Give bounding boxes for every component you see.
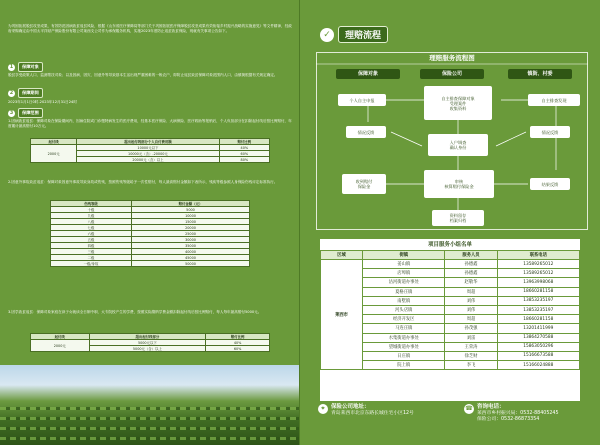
table-cell: 40% bbox=[219, 145, 269, 151]
phone-block bbox=[464, 404, 559, 423]
table-cell: 40000 bbox=[131, 249, 249, 255]
table-cell: 10000元以下 bbox=[77, 145, 219, 151]
phone-cell: 15166024888 bbox=[497, 361, 579, 370]
staff-cell: 刘伟 bbox=[445, 305, 497, 314]
flow-step-apply: 个人自主申报 bbox=[338, 94, 386, 106]
phone-cell: 13963998068 bbox=[497, 278, 579, 287]
phone-cell: 13201411999 bbox=[497, 324, 579, 333]
staff-cell: 刘雷 bbox=[445, 333, 497, 342]
flow-step-check: 自主排查保障对象 受理案件 收集资料 bbox=[424, 86, 492, 120]
table-cell: 七级 bbox=[51, 225, 132, 231]
town-cell: 河头店镇 bbox=[363, 305, 445, 314]
table-cell: 20000元（含）以上 bbox=[77, 157, 219, 163]
staff-cell: 孙茂强 bbox=[445, 324, 497, 333]
table-cell: 六级 bbox=[51, 231, 132, 237]
flow-step-feedback: 情况反馈 bbox=[346, 126, 386, 138]
table-cell: 5000元以下 bbox=[89, 340, 206, 346]
phone-cell: 13853235197 bbox=[497, 296, 579, 305]
col-header: 区域 bbox=[321, 251, 363, 260]
flowchart-title: 理赔服务流程图 bbox=[429, 54, 475, 62]
table-cell: 30000 bbox=[131, 237, 249, 243]
table-cell: 60% bbox=[206, 346, 270, 352]
table-cell: 10000 bbox=[131, 213, 249, 219]
town-cell: 水集街道办事处 bbox=[363, 333, 445, 342]
table-cell: 80% bbox=[219, 157, 269, 163]
table-cell: 5000元（含）以上 bbox=[89, 346, 206, 352]
col-header: 起付线 bbox=[31, 334, 90, 340]
col-header: 伤残等级 bbox=[51, 201, 132, 207]
town-cell: 日庄镇 bbox=[363, 351, 445, 360]
column-header: 镇街、村委 bbox=[508, 69, 572, 79]
table-cell: 10000元（含）-20000元 bbox=[77, 151, 219, 157]
table-cell: 5000 bbox=[131, 207, 249, 213]
table-cell: 八级 bbox=[51, 219, 132, 225]
staff-cell: 李飞 bbox=[445, 361, 497, 370]
education-table bbox=[30, 333, 270, 352]
service-team-table bbox=[320, 250, 580, 370]
section-title: 保障期间 bbox=[18, 88, 43, 98]
staff-cell: 徐芝财 bbox=[445, 351, 497, 360]
table-cell: 35000 bbox=[131, 243, 249, 249]
table-cell: 三级 bbox=[51, 249, 132, 255]
column-header: 保障对象 bbox=[336, 69, 400, 79]
address-block bbox=[318, 404, 414, 417]
check-icon: ✓ bbox=[320, 28, 334, 42]
location-pin-icon: ⌖ bbox=[318, 404, 328, 414]
flow-step-self-find: 自主排查发现 bbox=[528, 94, 580, 106]
farm-field-photo bbox=[0, 365, 300, 445]
injury-table bbox=[50, 200, 250, 267]
area-cell: 莱西市 bbox=[321, 260, 363, 370]
staff-cell: 赵敬华 bbox=[445, 278, 497, 287]
team-title: 项目服务小组名单 bbox=[427, 242, 472, 248]
col-header: 服务人员 bbox=[445, 251, 497, 260]
section-title: 保障对象 bbox=[18, 62, 43, 72]
flow-step-archive: 资料留存 档案归档 bbox=[432, 210, 484, 226]
table-cell: 15000 bbox=[131, 219, 249, 225]
flow-step-survey: 入户调查 确认身份 bbox=[428, 134, 488, 156]
staff-cell: 孙德鑫 bbox=[445, 269, 497, 278]
section-targets bbox=[8, 62, 43, 72]
staff-cell: 刘伟 bbox=[445, 296, 497, 305]
town-cell: 马连庄镇 bbox=[363, 324, 445, 333]
section-period bbox=[8, 88, 43, 98]
col-header: 超出起付线部分 bbox=[89, 334, 206, 340]
table-cell: 25000 bbox=[131, 231, 249, 237]
phone-cell: 13589265012 bbox=[497, 269, 579, 278]
phone-cell: 18660281158 bbox=[497, 315, 579, 324]
town-cell: 夏格庄镇 bbox=[363, 287, 445, 296]
process-title: 理赔流程 bbox=[338, 26, 388, 43]
flow-step-result: 结果反馈 bbox=[530, 178, 570, 190]
town-cell: 经济开发区 bbox=[363, 315, 445, 324]
col-header: 联系电话 bbox=[497, 251, 579, 260]
col-header: 赔付比例 bbox=[219, 139, 269, 145]
phone-label: 咨询电话： bbox=[477, 404, 505, 410]
town-cell: 南墅镇 bbox=[363, 296, 445, 305]
table-row bbox=[321, 260, 580, 269]
col-header: 街镇 bbox=[363, 251, 445, 260]
scope-item-3: 3.因学致贫返贫：保障对象家庭在读子女就读全日制中职、大专院校产生的学费，按照实际缴纳学费金额扣除起付线后按比例赔付，每人每年最高赔付5000元。 bbox=[8, 310, 262, 314]
phone-cell: 18660281158 bbox=[497, 287, 579, 296]
section-number-icon: 2 bbox=[9, 89, 14, 96]
col-header: 赔付比例 bbox=[206, 334, 270, 340]
col-header: 超出起付线部分个人自付费用额 bbox=[77, 139, 219, 145]
table-cell: 50000 bbox=[131, 261, 249, 267]
table-cell: 九级 bbox=[51, 213, 132, 219]
scope-item-1: 1.因病致贫返贫：保障对象在保险期间内，因病住院或门诊慢特病发生的医疗费用，经基本医疗保险、大病保险、医疗救助等报销后，个人负担部分在扣除起付线后按比例赔付，年度累计最高赔付10万元。 bbox=[8, 119, 292, 128]
table-cell: 五级 bbox=[51, 237, 132, 243]
column-header: 保险公司 bbox=[420, 69, 484, 79]
col-header: 起付线 bbox=[31, 139, 77, 145]
illness-table bbox=[30, 138, 270, 163]
table-cell: 十级 bbox=[51, 207, 132, 213]
table-cell: 四级 bbox=[51, 243, 132, 249]
staff-cell: 王荣涛 bbox=[445, 342, 497, 351]
threshold-cell: 2000元 bbox=[31, 340, 90, 352]
right-panel bbox=[300, 0, 600, 445]
section-scope bbox=[8, 108, 43, 118]
staff-cell: 孙德鑫 bbox=[445, 260, 497, 269]
targets-text: 脱贫享受政策人口、监测帮扶对象；以及因病、因灾、因意外等导致基本生活出现严重困难的一般农户，即防止返贫致贫保障对象范围内人口，由镇街根据有关规定确定。 bbox=[8, 73, 278, 77]
table-cell: 40% bbox=[206, 340, 270, 346]
table-cell: 45000 bbox=[131, 255, 249, 261]
section-number-icon: 1 bbox=[9, 63, 14, 70]
phone-cell: 13853235197 bbox=[497, 305, 579, 314]
col-header: 赔付金额（元） bbox=[131, 201, 249, 207]
flow-step-review: 审核 核算赔付保险金 bbox=[424, 170, 494, 198]
process-header bbox=[320, 26, 388, 43]
intro-text: 为巩固拓展脱贫攻坚成果，有效防范因病致贫返贫风险，根据《山东省医疗保障局等部门关于巩固拓展医疗保障脱贫攻坚成果有效衔接乡村振兴战略的实施意见》等文件精神，经政府采购确定由中国太平洋财产保险股份有限公司莱西支公司作为承保服务机构，实施2023年度防止返贫致贫保险，现就有关事项公告如下。 bbox=[8, 24, 292, 33]
town-cell: 姜山镇 bbox=[363, 260, 445, 269]
phone-cell: 13589265012 bbox=[497, 260, 579, 269]
phone-cell: 15166673588 bbox=[497, 351, 579, 360]
table-cell: 二级 bbox=[51, 255, 132, 261]
phone-cell: 13864270588 bbox=[497, 333, 579, 342]
phone-icon: ☎ bbox=[465, 405, 473, 412]
team-rows bbox=[321, 260, 580, 370]
period-text: 2023年1月1日0时-2023年12月31日24时 bbox=[8, 100, 77, 104]
threshold-cell: 2000元 bbox=[31, 145, 77, 163]
address-label: 保险公司地址： bbox=[331, 404, 370, 410]
section-number-icon: 3 bbox=[9, 109, 14, 116]
section-title: 保障范围 bbox=[18, 108, 43, 118]
town-cell: 店埠镇 bbox=[363, 269, 445, 278]
table-cell: 60% bbox=[219, 151, 269, 157]
staff-cell: 周超 bbox=[445, 315, 497, 324]
table-cell: 20000 bbox=[131, 225, 249, 231]
phone-cell: 15863050296 bbox=[497, 342, 579, 351]
table-cell: 一级/身故 bbox=[51, 261, 132, 267]
phone-line: 保险公司：0532-86873354 bbox=[477, 417, 540, 422]
town-cell: 沽河街道办事处 bbox=[363, 278, 445, 287]
scope-item-2: 2.因意外事故致贫返贫：保障对象因意外事故导致身故或伤残，按照伤残等级给予一次性赔付，每人最高赔付金额如下表所示，残疾等级参照人身保险伤残评定标准执行。 bbox=[8, 180, 278, 184]
address-value: 青岛莱西市北京东路长城住宅小区12号 bbox=[331, 411, 414, 416]
town-cell: 望城街道办事处 bbox=[363, 342, 445, 351]
flow-step-feedback: 情况反馈 bbox=[530, 126, 570, 138]
flow-step-receive: 收到赔付 保险金 bbox=[342, 174, 386, 194]
staff-cell: 周超 bbox=[445, 287, 497, 296]
phone-line: 莱西市乡村振兴局：0532-88405245 bbox=[477, 411, 559, 416]
claim-flowchart bbox=[316, 52, 588, 230]
town-cell: 院上镇 bbox=[363, 361, 445, 370]
